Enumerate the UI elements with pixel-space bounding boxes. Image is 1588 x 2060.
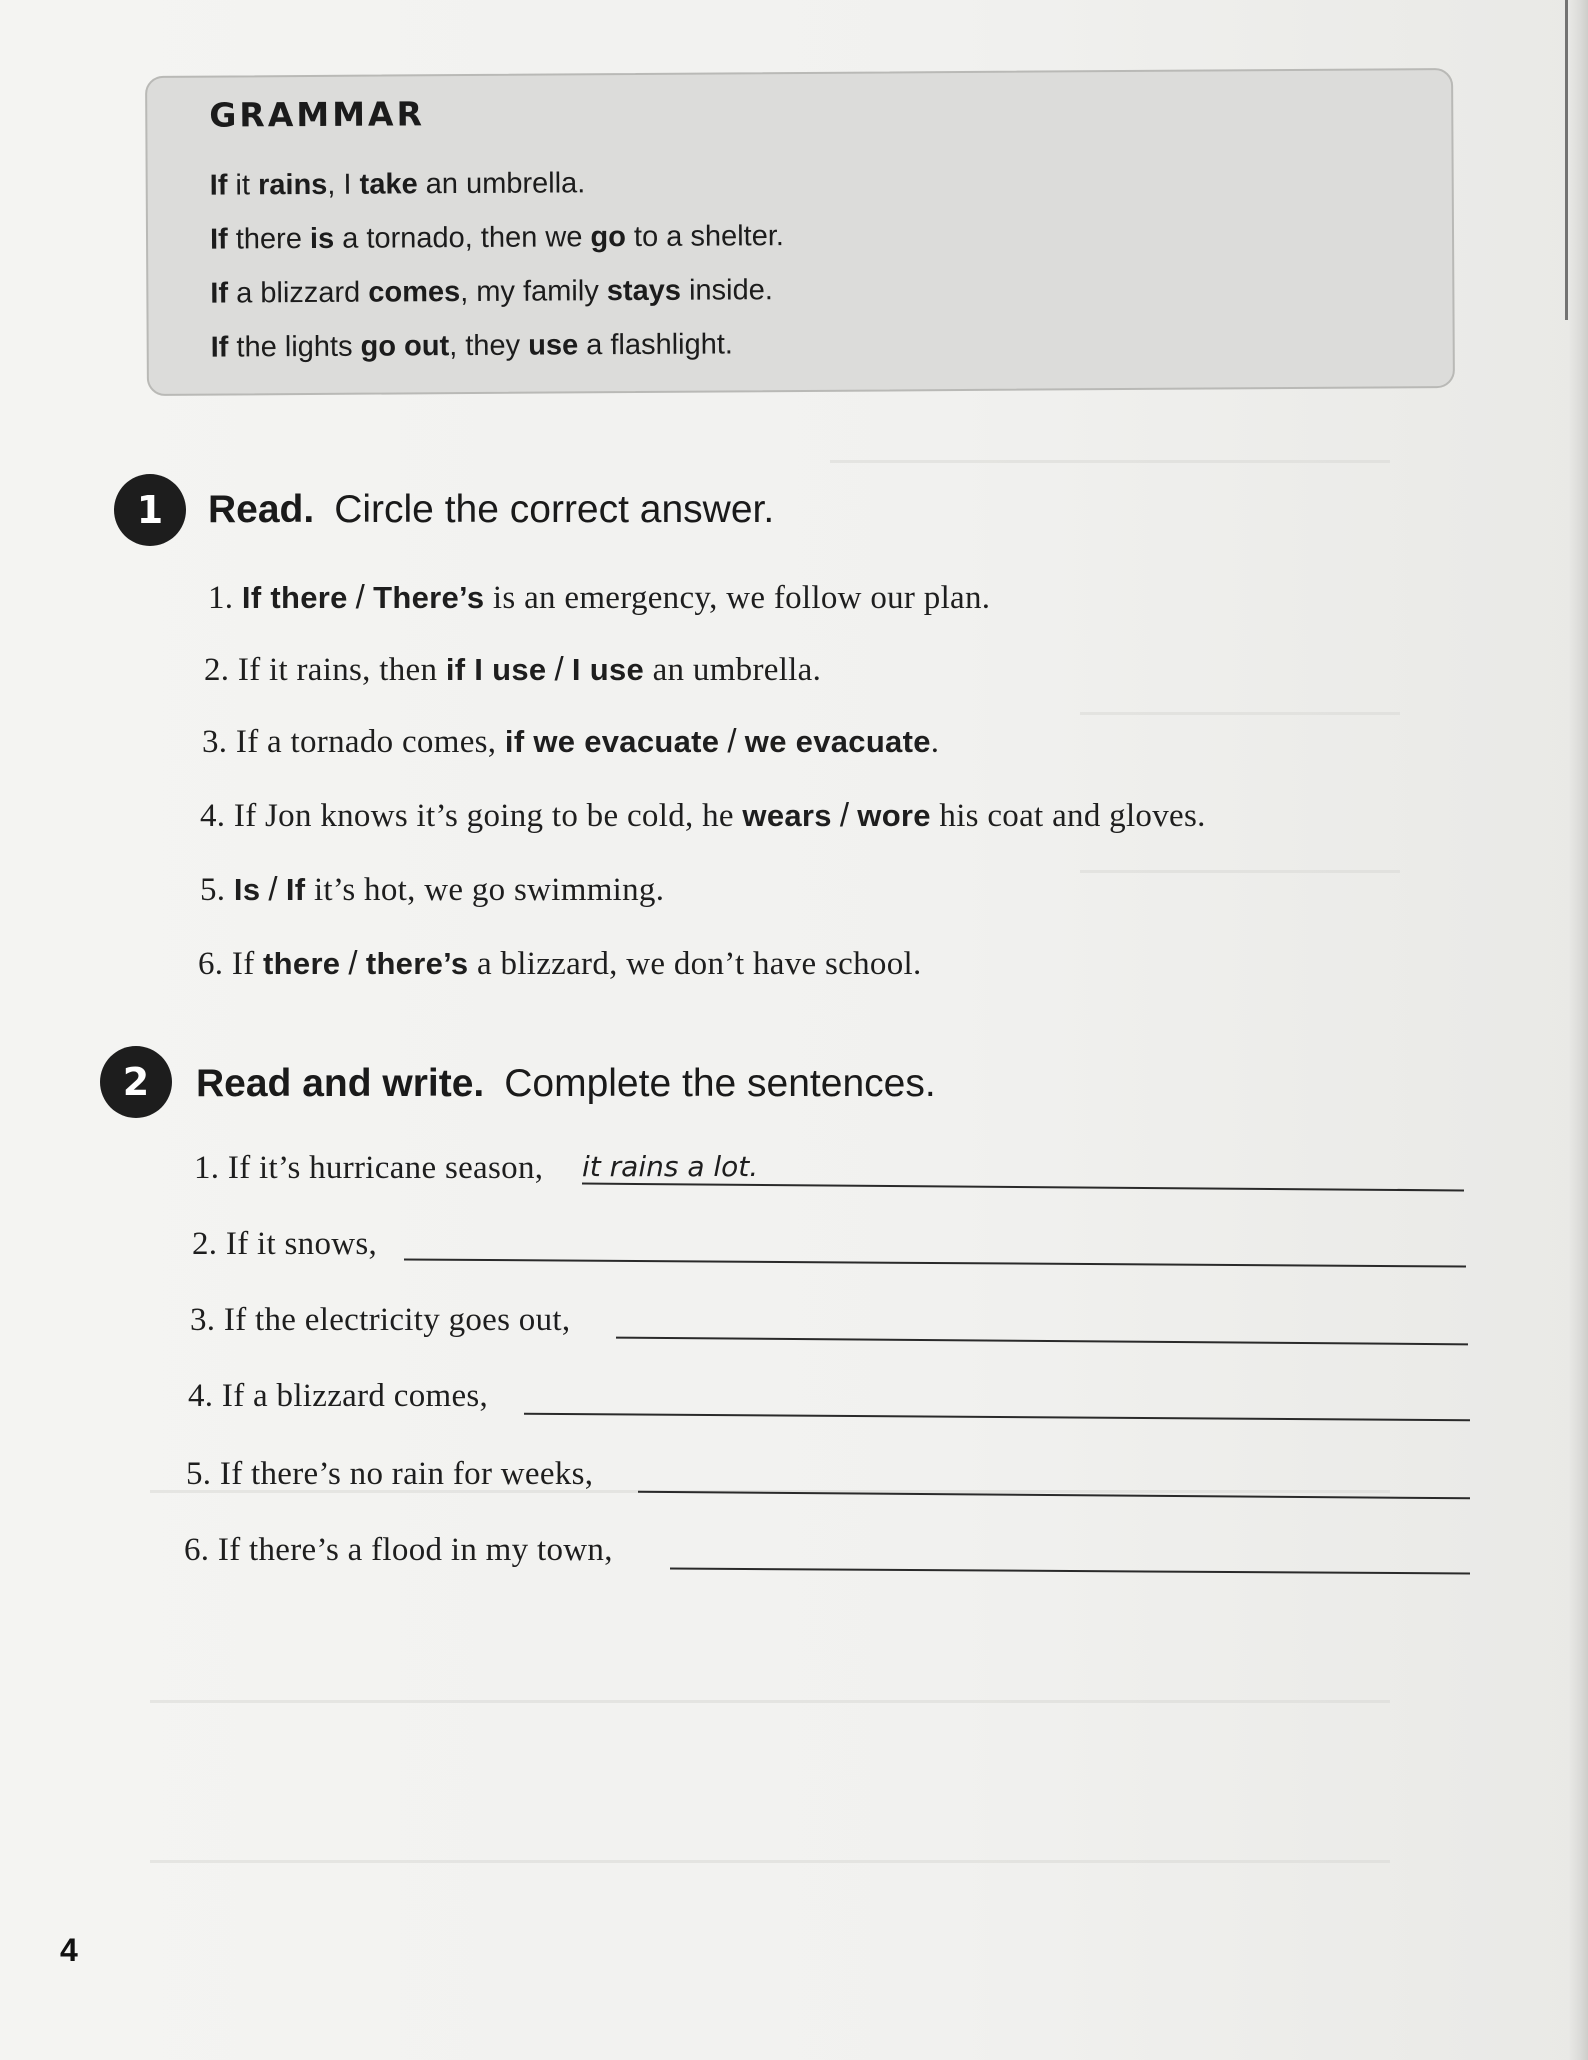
grammar-bold-word: go out — [360, 330, 450, 363]
grammar-example — [210, 274, 773, 310]
answer-option-a[interactable]: Is — [233, 872, 261, 907]
item-number: 4. — [200, 798, 234, 834]
handwritten-answer: it rains a lot. — [582, 1150, 759, 1183]
item-number: 6. — [198, 946, 232, 982]
exercise-2-item — [194, 1150, 543, 1187]
sentence-start: If a blizzard comes, — [221, 1378, 489, 1414]
grammar-bold-word: If — [210, 277, 229, 310]
item-number: 1. — [194, 1150, 228, 1186]
grammar-example — [211, 328, 733, 364]
exercise-1-item — [200, 870, 664, 909]
exercise-1-item — [202, 722, 939, 761]
exercise-1-lead: Read. — [208, 488, 315, 531]
exercise-2-heading — [196, 1062, 936, 1106]
grammar-bold-word: If — [209, 223, 228, 256]
grammar-text: an umbrella. — [417, 167, 586, 201]
exercise-2-lead: Read and write. — [196, 1062, 485, 1105]
grammar-text: to a shelter. — [625, 220, 785, 254]
item-text: If it rains, then — [237, 652, 446, 688]
grammar-bold-word: stays — [606, 274, 682, 308]
item-number: 5. — [200, 872, 234, 908]
exercise-2-item — [190, 1302, 570, 1339]
exercise-2-item — [186, 1456, 593, 1493]
item-text: . — [930, 724, 940, 760]
item-text: his coat and gloves. — [930, 798, 1206, 834]
grammar-example — [210, 220, 784, 257]
grammar-title: GRAMMAR — [209, 94, 426, 135]
grammar-text: , my family — [460, 275, 607, 309]
option-separator: / — [348, 944, 358, 981]
answer-option-a[interactable]: if we evacuate — [504, 724, 720, 759]
item-text: an umbrella. — [644, 652, 822, 688]
answer-option-a[interactable]: wears — [742, 798, 832, 833]
item-number: 5. — [186, 1456, 220, 1492]
show-through-mark — [150, 1860, 1390, 1863]
item-number: 6. — [184, 1532, 218, 1568]
item-number: 2. — [192, 1226, 226, 1262]
exercise-2-number-badge: 2 — [100, 1046, 172, 1118]
item-text: If a tornado comes, — [235, 724, 505, 760]
show-through-mark — [150, 1700, 1390, 1703]
show-through-mark — [1080, 712, 1400, 715]
item-number: 1. — [208, 580, 242, 616]
sentence-start: If there’s no rain for weeks, — [219, 1456, 594, 1492]
answer-option-b[interactable]: There’s — [373, 580, 485, 615]
exercise-1-item — [200, 796, 1206, 835]
exercise-1-instruction: Circle the correct answer. — [334, 488, 775, 531]
answer-option-a[interactable]: If there — [241, 580, 348, 615]
grammar-text: the lights — [228, 330, 361, 364]
answer-option-a[interactable]: if I use — [445, 652, 547, 687]
sentence-start: If there’s a flood in my town, — [217, 1532, 613, 1568]
option-separator: / — [554, 650, 564, 687]
exercise-1-item — [208, 578, 990, 617]
grammar-bold-word: go — [590, 221, 627, 254]
item-number: 2. — [204, 652, 238, 688]
grammar-bold-word: If — [209, 169, 228, 202]
grammar-text: , I — [327, 168, 360, 201]
page-number: 4 — [60, 1932, 78, 1968]
option-separator: / — [727, 722, 737, 759]
answer-option-b[interactable]: I use — [571, 652, 645, 687]
item-text: If — [231, 946, 264, 982]
show-through-mark — [830, 460, 1390, 463]
grammar-bold-word: take — [359, 168, 418, 201]
sentence-start: If it snows, — [225, 1226, 378, 1262]
item-text: it’s hot, we go swimming. — [305, 872, 665, 908]
grammar-text: a tornado, then we — [334, 221, 591, 255]
item-text: a blizzard, we don’t have school. — [468, 946, 922, 982]
answer-option-a[interactable]: there — [263, 946, 341, 981]
grammar-text: a flashlight. — [578, 328, 734, 362]
option-separator: / — [268, 870, 278, 907]
exercise-1-item — [198, 944, 922, 983]
page-edge-line — [1565, 0, 1568, 320]
answer-option-b[interactable]: there’s — [365, 946, 469, 981]
exercise-1-number-badge: 1 — [114, 474, 186, 546]
exercise-1-item — [204, 650, 821, 689]
grammar-bold-word: use — [528, 329, 579, 362]
grammar-text: it — [227, 169, 259, 202]
grammar-text: , they — [449, 329, 529, 363]
exercise-2-item — [188, 1378, 488, 1415]
exercise-2-instruction: Complete the sentences. — [504, 1062, 936, 1105]
item-number: 3. — [202, 724, 236, 760]
item-text: If Jon knows it’s going to be cold, he — [233, 798, 743, 834]
grammar-example — [210, 167, 586, 202]
grammar-text: there — [227, 222, 311, 256]
grammar-text: inside. — [680, 274, 773, 307]
exercise-2-item — [192, 1226, 377, 1263]
item-text: is an emergency, we follow our plan. — [484, 580, 991, 616]
exercise-2-item — [184, 1532, 613, 1569]
sentence-start: If it’s hurricane season, — [227, 1150, 544, 1186]
page-spine-shadow — [1568, 0, 1588, 2060]
answer-option-b[interactable]: wore — [857, 798, 931, 833]
grammar-bold-word: If — [210, 331, 229, 364]
item-number: 3. — [190, 1302, 224, 1338]
grammar-bold-word: comes — [368, 276, 461, 309]
grammar-bold-word: is — [309, 222, 335, 255]
answer-option-b[interactable]: If — [285, 872, 306, 907]
exercise-1-heading — [208, 488, 774, 532]
option-separator: / — [355, 578, 366, 615]
option-separator: / — [839, 796, 850, 833]
grammar-text: a blizzard — [227, 276, 369, 310]
answer-option-b[interactable]: we evacuate — [744, 724, 931, 759]
item-number: 4. — [188, 1378, 222, 1414]
show-through-mark — [1080, 870, 1400, 873]
sentence-start: If the electricity goes out, — [223, 1302, 571, 1338]
grammar-box — [145, 68, 1455, 396]
grammar-bold-word: rains — [257, 168, 328, 202]
